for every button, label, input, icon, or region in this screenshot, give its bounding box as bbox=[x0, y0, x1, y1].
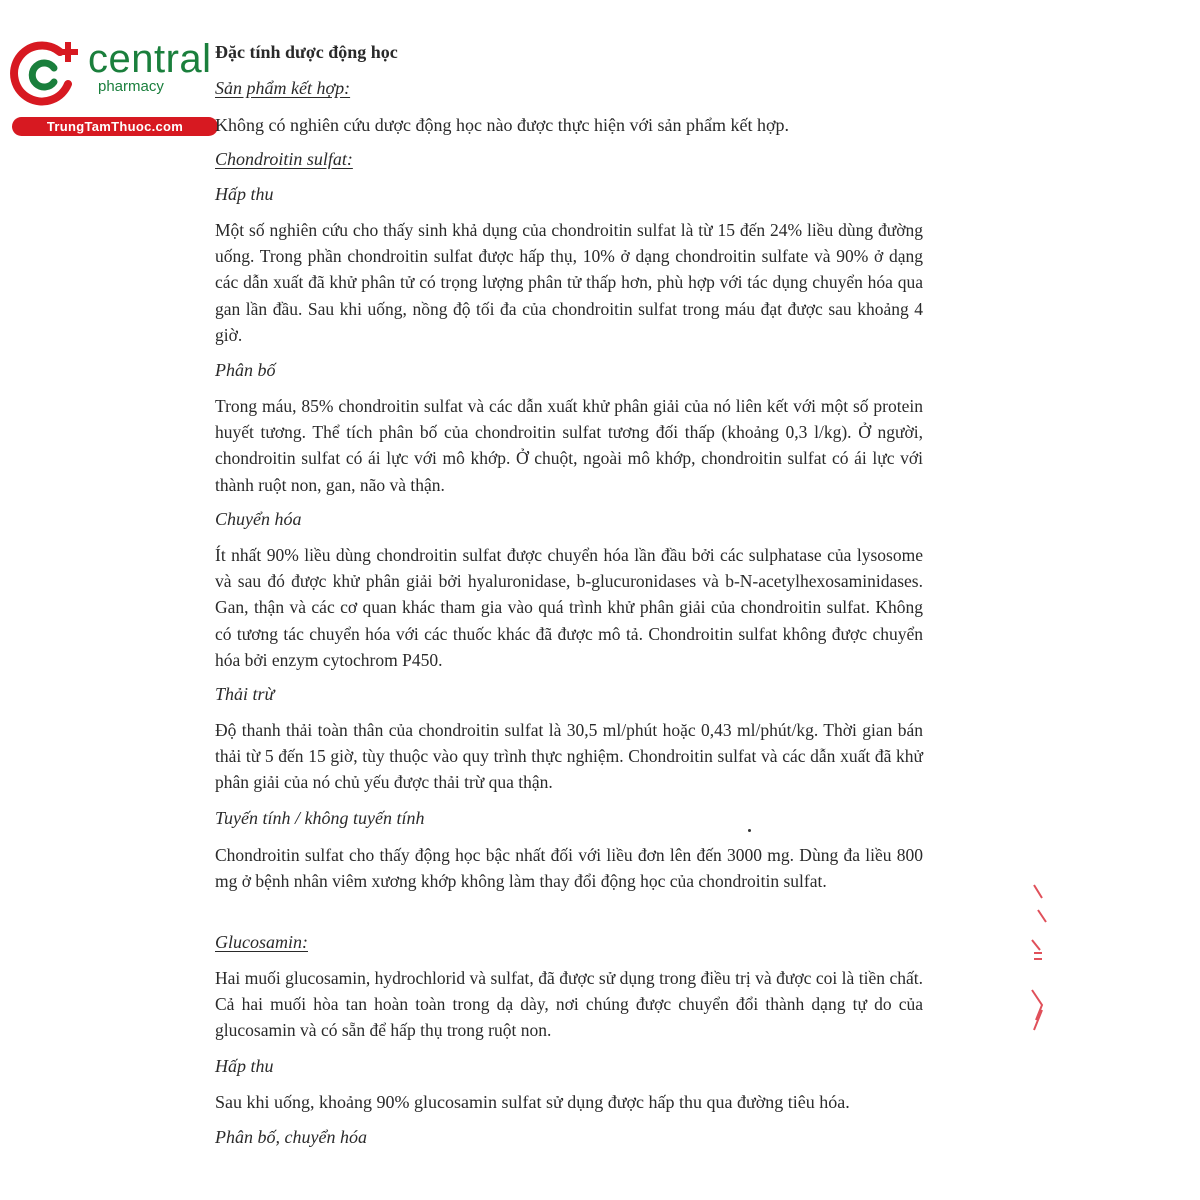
elimination-paragraph: Độ thanh thải toàn thân của chondroitin sulfat là 30,5 ml/phút hoặc 0,43 ml/phút/kg. Thời gian bán thải từ 5 đến 15 giờ, tùy thuộc vào quy trình thực nghiệm. Chondroitin sulfat và các dẫn xuất đã khử phân giải của nó chủ yếu được thải trừ qua thận. bbox=[215, 720, 923, 793]
glucosamin-absorption-text: Sau khi uống, khoảng 90% glucosamin sulfat sử dụng được hấp thu qua đường tiêu hóa. bbox=[215, 1092, 850, 1112]
pharmacy-cross-icon bbox=[10, 38, 80, 108]
linearity-paragraph: Chondroitin sulfat cho thấy động học bậc nhất đối với liều đơn lên đến 3000 mg. Dùng đa liều 800 mg ở bệnh nhân viêm xương khớp không làm thay đổi động học của chondroitin sulfat. bbox=[215, 845, 923, 892]
combo-heading: Sản phẩm kết hợp: bbox=[215, 78, 351, 98]
linearity-heading: Tuyến tính / không tuyến tính bbox=[215, 808, 425, 828]
glucosamin-distribution-heading: Phân bố, chuyển hóa bbox=[215, 1127, 367, 1147]
absorption-heading: Hấp thu bbox=[215, 184, 274, 204]
combo-text: Không có nghiên cứu dược động học nào được thực hiện với sản phẩm kết hợp. bbox=[215, 115, 789, 135]
ink-dot bbox=[748, 829, 751, 832]
glucosamin-heading: Glucosamin: bbox=[215, 932, 308, 952]
glucosamin-absorption-heading: Hấp thu bbox=[215, 1056, 274, 1076]
glucosamin-paragraph: Hai muối glucosamin, hydrochlorid và sulfat, đã được sử dụng trong điều trị và được coi là tiền chất. Cả hai muối hòa tan hoàn toàn trong dạ dày, nơi chúng được chuyển đổi thành dạng tự do của glucosamin và có sẵn để hấp thụ trong ruột non. bbox=[215, 968, 923, 1041]
logo-subtitle: pharmacy bbox=[98, 78, 164, 95]
logo-site-badge: TrungTamThuoc.com bbox=[12, 117, 218, 136]
elimination-heading: Thải trừ bbox=[215, 684, 275, 704]
absorption-paragraph: Một số nghiên cứu cho thấy sinh khả dụng của chondroitin sulfat là từ 15 đến 24% liều dùng đường uống. Trong phần chondroitin sulfat được hấp thụ, 10% ở dạng chondroitin sulfate và 90% ở dạng các dẫn xuất đã khử phân tử có trọng lượng phân tử thấp hơn, phù hợp với tác dụng chuyển hóa qua gan lần đầu. Sau khi uống, nồng độ tối đa của chondroitin sulfat trong máu đạt được sau khoảng 4 giờ. bbox=[215, 220, 923, 345]
logo-brand: central bbox=[88, 37, 212, 81]
chondroitin-heading: Chondroitin sulfat: bbox=[215, 149, 353, 169]
distribution-heading: Phân bố bbox=[215, 360, 276, 380]
metabolism-paragraph: Ít nhất 90% liều dùng chondroitin sulfat được chuyển hóa lần đầu bởi các sulphatase của lysosome và sau đó được khử phân giải bởi hyaluronidase, b-glucuronidases và b-N-acetylhexosaminidases. Gan, thận và các cơ quan khác tham gia vào quá trình khử phân giải của chondroitin sulfat. Không có tương tác chuyển hóa với các thuốc khác đã được mô tả. Chondroitin sulfat không được chuyển hóa bởi enzym cytochrom P450. bbox=[215, 545, 923, 670]
metabolism-heading: Chuyển hóa bbox=[215, 509, 302, 529]
page-title: Đặc tính dược động học bbox=[215, 42, 398, 62]
central-pharmacy-logo bbox=[10, 38, 215, 138]
stamp-fragment-icon bbox=[1028, 880, 1058, 1040]
distribution-paragraph: Trong máu, 85% chondroitin sulfat và các dẫn xuất khử phân giải của nó liên kết với một số protein huyết tương. Thể tích phân bố của chondroitin sulfat tương đối thấp (khoảng 0,3 l/kg). Ở người, chondroitin sulfat có ái lực với mô khớp. Ở chuột, ngoài mô khớp, chondroitin sulfat có ái lực với thành ruột non, gan, não và thận. bbox=[215, 396, 923, 495]
